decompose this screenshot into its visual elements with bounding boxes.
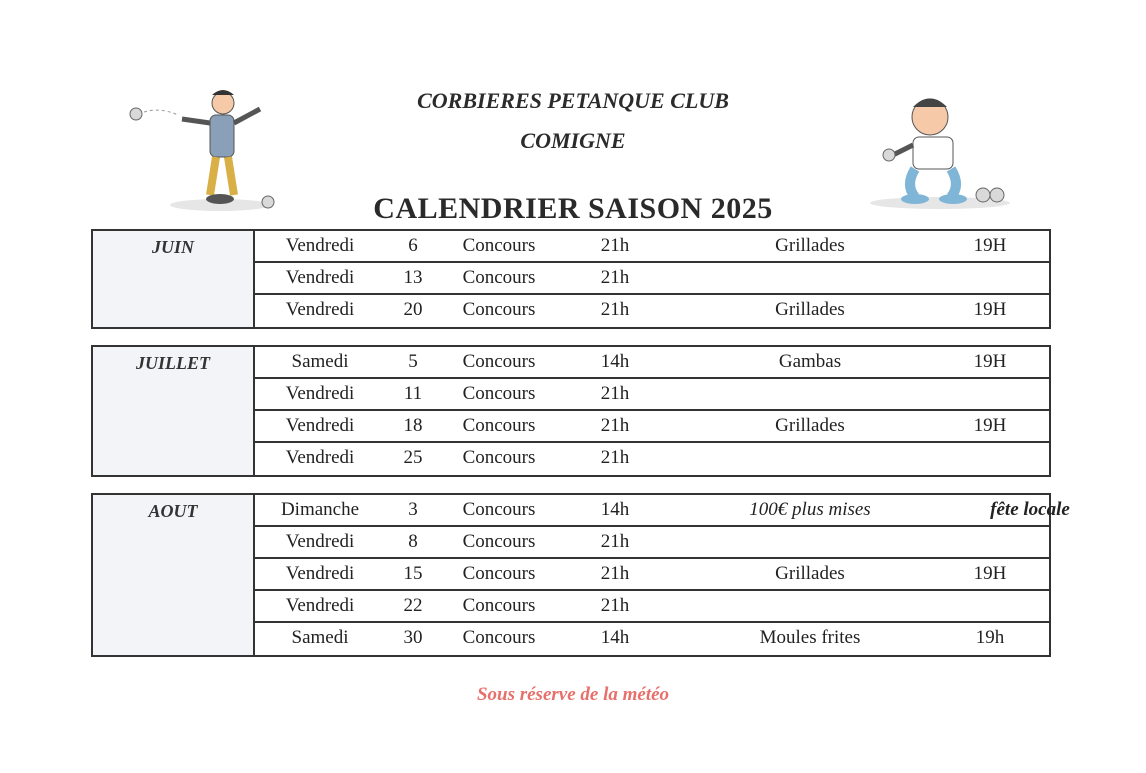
event-type: Concours [462,299,536,320]
event-time: 14h [600,499,630,520]
event-day: Dimanche [280,499,360,520]
month-cell [93,495,255,655]
event-date: 22 [403,595,423,616]
table-row [255,443,1049,475]
event-time: 21h [600,235,630,256]
table-row [255,411,1049,443]
table-row [255,295,1049,327]
event-extra-time: 19h [975,627,1005,648]
event-type: Concours [462,267,536,288]
event-date: 20 [403,299,423,320]
event-day: Vendredi [285,415,355,436]
month-label: AOUT [148,501,198,521]
event-day: Samedi [291,627,349,648]
event-type: Concours [462,595,536,616]
page-title: CALENDRIER SAISON 2025 [373,192,773,225]
event-type: Concours [462,627,536,648]
event-type: Concours [462,563,536,584]
event-time: 21h [600,267,630,288]
event-day: Vendredi [285,563,355,584]
event-day: Vendredi [285,235,355,256]
event-day: Vendredi [285,299,355,320]
event-type: Concours [462,415,536,436]
event-extra: Grillades [775,235,845,256]
event-extra-time: 19H [973,351,1007,372]
event-type: Concours [462,531,536,552]
event-type: Concours [462,383,536,404]
event-day: Samedi [291,351,349,372]
event-time: 21h [600,595,630,616]
village-name: COMIGNE [520,128,626,153]
event-type: Concours [462,447,536,468]
club-name: CORBIERES PETANQUE CLUB [417,88,729,113]
event-date: 15 [403,563,423,584]
event-day: Vendredi [285,447,355,468]
event-date: 5 [408,351,418,372]
table-row [255,347,1049,379]
month-label: JUIN [151,237,194,257]
table-row [255,495,1070,527]
month-block-juillet [91,345,1051,477]
event-time: 21h [600,563,630,584]
event-extra-time: 19H [973,415,1007,436]
event-date: 3 [408,499,418,520]
event-date: 6 [408,235,418,256]
month-label: JUILLET [136,353,210,373]
event-day: Vendredi [285,267,355,288]
table-row [255,559,1049,591]
event-extra-time: 19H [973,563,1007,584]
event-extra: Grillades [775,299,845,320]
event-time: 14h [600,351,630,372]
table-row [255,527,1049,559]
weather-disclaimer: Sous réserve de la météo [476,684,670,705]
event-extra: 100€ plus mises [749,499,871,520]
event-time: 21h [600,531,630,552]
event-time: 21h [600,383,630,404]
event-extra-time: 19H [973,235,1007,256]
event-date: 13 [403,267,423,288]
month-block-aout [91,493,1070,657]
event-type: Concours [462,351,536,372]
event-extra: Grillades [775,415,845,436]
month-cell [93,231,255,327]
event-time: 21h [600,447,630,468]
month-block-juin [91,229,1051,329]
event-date: 11 [403,383,423,404]
event-date: 8 [408,531,418,552]
event-extra: Moules frites [759,627,861,648]
event-date: 18 [403,415,423,436]
table-row [255,623,1049,655]
event-extra-time: fête locale [990,499,1070,520]
event-type: Concours [462,499,536,520]
event-time: 21h [600,299,630,320]
event-extra: Gambas [778,351,842,372]
event-extra-time: 19H [973,299,1007,320]
event-day: Vendredi [285,383,355,404]
table-row [255,379,1049,411]
event-date: 25 [403,447,423,468]
table-row [255,263,1049,295]
table-row [255,231,1049,263]
event-time: 21h [600,415,630,436]
event-day: Vendredi [285,531,355,552]
month-cell [93,347,255,475]
event-time: 14h [600,627,630,648]
event-day: Vendredi [285,595,355,616]
event-date: 30 [403,627,423,648]
table-row [255,591,1049,623]
event-extra: Grillades [775,563,845,584]
event-type: Concours [462,235,536,256]
